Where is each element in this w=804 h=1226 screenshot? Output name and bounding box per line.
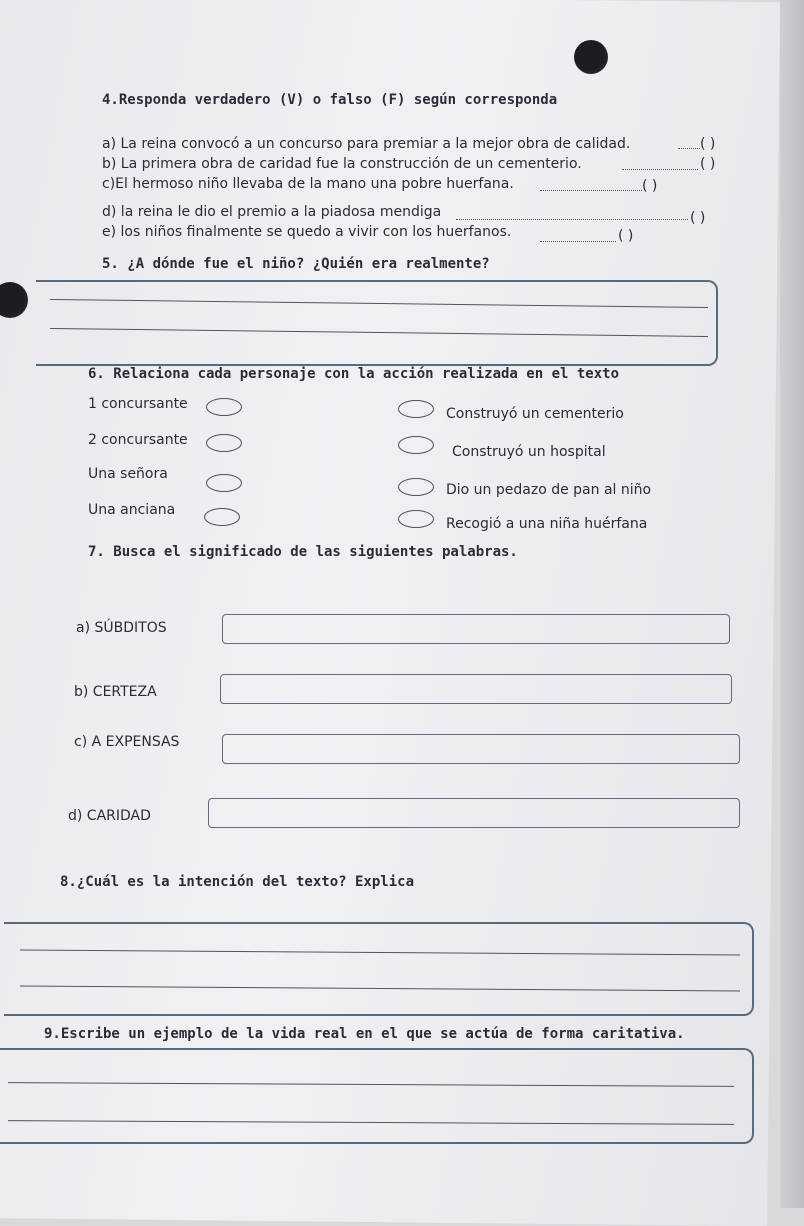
q6-title: 6. Relaciona cada personaje con la acción realizada en el texto <box>88 366 620 382</box>
q4-item-d-dots <box>456 218 688 220</box>
q6-character-2: 2 concursante <box>88 432 188 448</box>
q9-answer-box[interactable] <box>0 1048 754 1144</box>
q4-item-b-text: b) La primera obra de caridad fue la construcción de un cementerio. <box>102 156 582 172</box>
q8-title: 8.¿Cuál es la intención del texto? Explica <box>60 874 415 890</box>
q7-word-a: a) SÚBDITOS <box>76 620 167 636</box>
q4-item-d-text: d) la reina le dio el premio a la piadosa mendiga <box>102 204 442 220</box>
q4-item-c-dots <box>540 189 642 191</box>
q6-character-2-oval[interactable] <box>206 434 242 452</box>
q4-item-e-text: e) los niños finalmente se quedo a vivir con los huerfanos. <box>102 224 512 240</box>
q6-character-4-oval[interactable] <box>204 508 240 526</box>
q6-action-4: Recogió a una niña huérfana <box>446 516 648 532</box>
q4-item-e <box>102 224 511 240</box>
q6-action-4-oval[interactable] <box>398 510 434 528</box>
q4-item-d <box>102 204 441 220</box>
q7-word-d-box[interactable] <box>208 798 740 828</box>
q7-word-b-box[interactable] <box>220 674 732 704</box>
q4-item-d-answer[interactable]: ( ) <box>690 210 706 226</box>
q4-item-c <box>102 176 514 192</box>
q6-character-4: Una anciana <box>88 502 176 518</box>
q4-item-b-dots <box>622 168 698 170</box>
q4-item-a-text: a) La reina convocó a un concurso para premiar a la mejor obra de calidad. <box>102 136 631 152</box>
q4-item-b-answer[interactable]: ( ) <box>700 156 716 172</box>
q4-item-a <box>102 136 630 152</box>
q4-item-c-answer[interactable]: ( ) <box>642 178 658 194</box>
q7-word-a-box[interactable] <box>222 614 730 644</box>
q6-action-1-oval[interactable] <box>398 400 434 418</box>
page-edge-shadow <box>780 0 804 1208</box>
q6-action-1: Construyó un cementerio <box>446 406 624 422</box>
q6-action-3-oval[interactable] <box>398 478 434 496</box>
q6-character-1-oval[interactable] <box>206 398 242 416</box>
q7-word-c-box[interactable] <box>222 734 740 764</box>
q4-item-c-text: c)El hermoso niño llevaba de la mano una pobre huerfana. <box>102 176 514 192</box>
q6-action-2: Construyó un hospital <box>452 444 606 460</box>
q7-word-d: d) CARIDAD <box>68 808 151 824</box>
q6-action-3: Dio un pedazo de pan al niño <box>446 482 652 498</box>
q6-character-1: 1 concursante <box>88 396 188 412</box>
q4-item-e-dots <box>540 240 616 242</box>
q6-action-2-oval[interactable] <box>398 436 434 454</box>
q7-title: 7. Busca el significado de las siguientes palabras. <box>88 544 518 560</box>
q6-character-3-oval[interactable] <box>206 474 242 492</box>
punch-hole-top <box>574 40 608 74</box>
q7-word-c: c) A EXPENSAS <box>74 734 180 750</box>
q5-title: 5. ¿A dónde fue el niño? ¿Quién era realmente? <box>102 256 490 272</box>
q8-answer-box[interactable] <box>4 922 754 1016</box>
q4-title: 4.Responda verdadero (V) o falso (F) según corresponda <box>102 92 558 108</box>
q4-item-b <box>102 156 582 172</box>
q5-answer-box[interactable] <box>36 280 718 366</box>
q7-word-b: b) CERTEZA <box>74 684 157 700</box>
q4-item-e-answer[interactable]: ( ) <box>618 228 634 244</box>
q4-item-a-dots <box>678 147 700 149</box>
q4-item-a-answer[interactable]: ( ) <box>700 136 716 152</box>
q6-character-3: Una señora <box>88 466 168 482</box>
q9-title: 9.Escribe un ejemplo de la vida real en el que se actúa de forma caritativa. <box>44 1026 685 1042</box>
